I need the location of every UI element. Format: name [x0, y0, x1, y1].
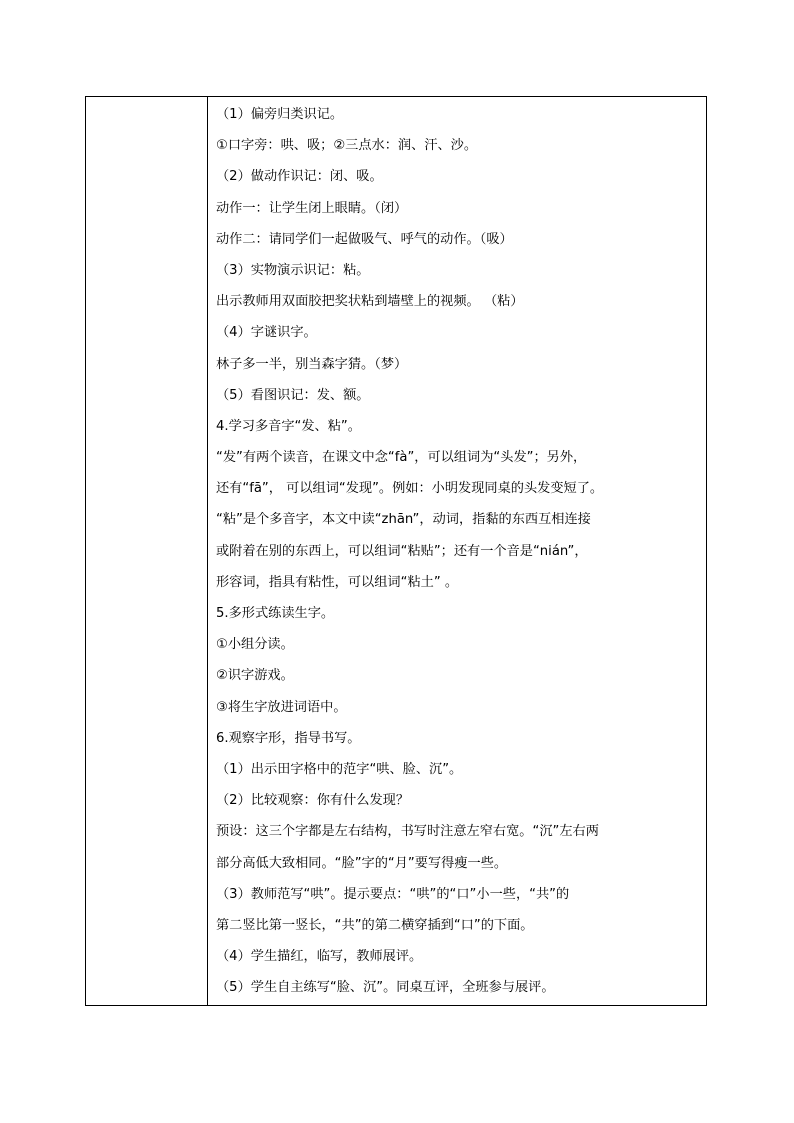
text-line: 形容词，指具有粘性，可以组词“粘土” 。 — [216, 574, 459, 590]
text-line: （5）看图识记：发、额。 — [216, 387, 370, 403]
text-line: （2）比较观察：你有什么发现？ — [216, 793, 410, 809]
text-line: 出示教师用双面胶把奖状粘到墙壁上的视频。 （粘） — [216, 294, 524, 310]
text-line: “粘”是个多音字，本文中读“zhān”，动词，指黏的东西互相连接 — [216, 512, 591, 528]
text-line: （3）实物演示识记：粘。 — [216, 262, 370, 278]
lesson-content-cell — [216, 99, 704, 1003]
text-line: 或附着在别的东西上，可以组词“粘贴”；还有一个音是“nián”， — [216, 543, 588, 559]
text-line: 6.观察字形，指导书写。 — [216, 730, 361, 746]
text-line: 动作一：让学生闭上眼睛。（闭） — [216, 200, 408, 216]
text-line: 动作二：请同学们一起做吸气、呼气的动作。（吸） — [216, 231, 513, 247]
column-divider — [207, 97, 208, 1005]
text-line: （1）偏旁归类识记。 — [216, 107, 344, 122]
text-line: （4）字谜识字。 — [216, 325, 317, 341]
text-line: 还有“fā”， 可以组词“发现”。例如：小明发现同桌的头发变短了。 — [216, 481, 604, 497]
text-line: （4）学生描红，临写，教师展评。 — [216, 949, 423, 965]
text-line: ①小组分读。 — [216, 637, 294, 653]
text-line: （3）教师范写“哄”。提示要点：“哄”的“口”小一些，“共”的 — [216, 886, 570, 902]
text-line: （1）出示田字格中的范字“哄、脸、沉”。 — [216, 761, 463, 777]
text-line: ②识字游戏。 — [216, 668, 294, 684]
text-line: 4.学习多音字“发、粘”。 — [216, 418, 361, 434]
text-line: （5）学生自主练写“脸、沉”。同桌互评，全班参与展评。 — [216, 980, 555, 996]
text-line: ③将生字放进词语中。 — [216, 699, 347, 715]
text-line: 5.多形式练读生字。 — [216, 606, 335, 621]
text-line: “发”有两个读音，在课文中念“fà”，可以组词为“头发”；另外， — [216, 450, 587, 466]
text-line: （2）做动作识记：闭、吸。 — [216, 169, 383, 185]
lesson-table — [85, 96, 707, 1006]
text-line: 预设：这三个字都是左右结构，书写时注意左窄右宽。“沉”左右两 — [216, 824, 599, 840]
text-line: 部分高低大致相同。“脸”字的“月”要写得瘦一些。 — [216, 855, 508, 871]
text-line: ①口字旁：哄、吸；②三点水：润、汗、沙。 — [216, 138, 478, 154]
text-line: 第二竖比第一竖长，“共”的第二横穿插到“口”的下面。 — [216, 917, 534, 933]
text-line: 林子多一半，别当森字猜。（梦） — [216, 356, 408, 372]
